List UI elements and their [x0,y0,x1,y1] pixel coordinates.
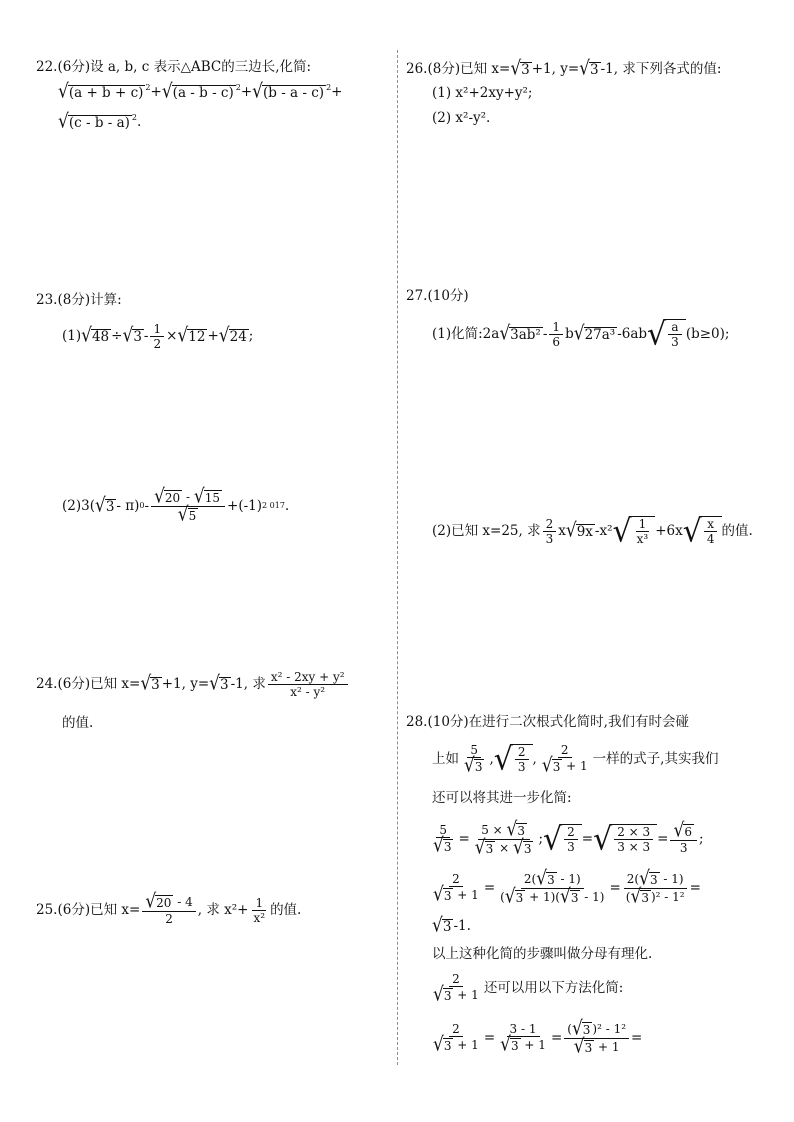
q23-p2-den: 5 [188,508,197,523]
column-divider [397,50,398,1065]
q28-e1-f1-den: 3 [443,840,452,854]
q26-radicand-x: 3 [521,61,530,78]
q23-p1-frac-den: 2 [153,336,162,351]
q28-l2-f1-den: 3 [474,760,483,774]
q27-head: 27.(10分) [406,288,469,304]
q27-p2-root1-den: x³ [636,532,649,546]
q28-l2b: 一样的式子,其实我们 [592,751,719,767]
q28-e2-eq1: = [483,880,496,896]
q28-e2-f3-num-b: - 1) [659,871,684,886]
q28-e1-end: ; [698,831,704,847]
q22-end: . [137,114,142,130]
q28-e2-f1-den-t: + 1 [453,888,479,902]
q28-e2-f2-den-a: ( [500,889,505,904]
q27-p2-root1-num: 1 [636,517,650,532]
q23-p1-times: × [166,328,178,344]
q23-p1-div: ÷ [111,328,123,344]
q28-e1-f1-num: 5 [436,823,450,838]
q28-e1-eq2: = [581,831,594,847]
q25-line: 25.(6分)已知 x= √ 20 - 4 2 , 求 x²+ $\frac{1}{\text{x²}}$ 的值. [36,890,302,926]
q27-p1-radicand-1: 3ab² [510,326,541,343]
q27-p2-plus: +6x [655,523,683,539]
q23-p1-end: ; [248,328,254,344]
q28-l7-f-den-t: + 1 [453,988,479,1002]
q23-p2-fraction: √ 20 - √ 15 √ 5 [151,489,225,524]
q28-e3-f1-den-t: + 1 [453,1038,479,1052]
q27-p2-radicand-1: 9x [576,523,593,540]
q24-mid2: -1, 求 [230,676,266,692]
q28-e2-f3-den-a: ( [625,889,631,904]
q22-exp-3: 2 [326,83,332,92]
q27-p2-label: (2)已知 x=25, 求 [432,523,541,539]
q28-l2-f3-den-t: + 1 [562,759,588,773]
q26-head: 26.(8分)已知 x= [406,61,511,77]
q23-p2-num-r2: 15 [204,490,221,505]
q28-e3-f2-den-r: 3 [510,1039,519,1053]
q28-l2-f3-num: 2 [558,743,572,758]
q28-e3-f3-num-b: )² - 1² [592,1021,627,1036]
q24-tail: 的值. [62,715,94,731]
q27-p1-minus2: -6ab [617,326,648,342]
q28-eq1: 5 √ 3 = 5 × √ 3 √ 3 × √ 3 ; √ $\frac{2}{3}$ = √ $\frac{2 \times 3}{3 \times 3}$ = √ 6 3 ; [433,817,704,859]
q25-tail: 的值. [270,902,302,918]
q28-e2-res-t: -1. [453,918,471,934]
q24-head: 24.(6分)已知 x= [36,676,141,692]
q28-line2: 上如 5 √ 3 , √ $\frac{2}{3}$ , 2 √ 3 + 1 一样的式子,其实我们 [432,741,719,778]
q26-line1: 26.(8分)已知 x= √ 3 +1, y= √ 3 -1, 求下列各式的值: [406,56,722,80]
q28-e2-eq2: = [609,880,621,896]
q28-e2-f1-den-r: 3 [443,889,452,903]
q25-head: 25.(6分)已知 x= [36,902,141,918]
q23-head: 23.(8分)计算: [36,292,122,308]
q28-e1-eq1: = [458,831,470,847]
q28-l2a: 上如 [432,751,459,767]
q28-e1-f2-num-r: 3 [517,823,526,838]
q28-l2-sep1: , [489,751,494,767]
q23-p1-plus: + [207,328,219,344]
q28-e1-semi: ; [538,831,544,847]
q28-e1-eq3: = [657,831,669,847]
q27-p1-frac-den: 6 [552,334,561,349]
q23-part2: (2)3( √ 3 - π) 0 - √ 20 - √ 15 √ 5 +(-1) 2 017 . [62,484,290,526]
q22-radicand-3: (b - a - c) [263,85,325,101]
q28-l7-f-den-r: 3 [443,989,452,1003]
q28-e1-f5-den: 3 [679,841,688,855]
q27-p1-minus: - [542,326,548,342]
q26-radicand-y: 3 [590,61,599,78]
q28-line3: 还可以将其进一步化简: [432,790,572,806]
q24-frac-den: x² - y² [290,684,326,699]
q28-e2-f2-den-b: + 1)( [525,889,560,904]
q27-part1: (1)化简:2a √ 3ab² - $\frac{1}{6}$ b √ 27a³ -6ab √ $\frac{a}{3}$ (b≥0); [432,316,730,353]
q25-num-radicand: 20 [156,896,172,910]
q27-part2: (2)已知 x=25, 求 $\frac{2}{3}$ x √ 9x -x² √ $\frac{1}{\text{x³}}$ +6x √ $\frac{x}{4}$ 的值. [432,513,753,550]
q28-e2-res-r: 3 [442,919,452,935]
q24-radicand-x: 3 [151,676,160,693]
q23-p1-radicand-1: 48 [91,328,110,345]
q28-l2-sep2: , [532,751,537,767]
q27-p2-root2-den: 4 [706,532,715,546]
q26-part1: (1) x²+2xy+y²; [432,85,533,101]
q28-e2-f3-num-a: 2( [626,871,640,886]
q24-radicand-y: 3 [220,676,229,693]
q23-p1-radicand-2: 3 [133,328,142,345]
q23-p2-minus: - [144,498,150,514]
q23-p1-minus: - [143,328,149,344]
q28-l7-text: 还可以用以下方法化简: [483,980,624,996]
q28-e2-f1-num: 2 [449,872,463,887]
q23-p2-tail: +(-1) [227,498,263,514]
q28-e2-f2-num-a: 2( [523,871,537,886]
q23-p2-radicand: 3 [105,498,115,515]
q28-e1-f5-num: 6 [684,825,692,839]
q22-radicand-1: (a + b + c) [68,85,144,101]
q28-l2-f1-num: 5 [467,743,481,758]
q27-p1-b: b [565,326,574,342]
q28-e2-f2-den-r1: 3 [515,890,524,905]
q22-radicand-2: (a - b - c) [172,85,234,101]
q27-p2-x: x [558,523,566,539]
q28-e3-f3-num-r: 3 [582,1022,591,1037]
q28-e3-f2-den-t: + 1 [520,1038,546,1052]
q22-exp-1: 2 [145,83,151,92]
q28-head: 28.(10分)在进行二次根式化简时,我们有时会碰 [406,714,689,730]
q27-p2-minus: -x² [594,523,613,539]
q27-p2-frac-num: 2 [543,517,557,532]
q27-p2-frac-den: 3 [545,531,554,546]
q28-eq2: 2 √ 3 + 1 = 2( √ 3 - 1) ( √ 3 + 1)( √ 3 - 1) = 2( √ 3 - 1) ( √ 3 )² - 1² = [433,866,701,908]
q24-mid1: +1, y= [161,676,210,692]
q27-p1-frac-num: 1 [549,320,563,335]
q27-p1-label: (1)化简:2a [432,326,500,342]
q22-plus-1: + [150,84,162,100]
q25-mid: , 求 x²+ [197,902,249,918]
q28-l7-f-num: 2 [449,972,463,987]
q28-e2-f2-den-c: - 1) [580,889,605,904]
q22-plus-2: + [240,84,253,100]
q28-line7: 2 √ 3 + 1 还可以用以下方法化简: [433,972,624,1007]
q28-e2-result: √ 3 -1. [432,914,471,938]
q28-e3-f3-den-t: + 1 [594,1039,620,1054]
q23-p2-end: . [284,498,290,514]
q27-p2-tail: 的值. [721,523,753,539]
q28-e1-f3-num: 2 [564,825,578,840]
q28-e3-f2-num: 3 - 1 [507,1022,540,1037]
q23-p2-mid: - π) [116,498,140,514]
q23-p2-label: (2)3( [62,498,95,514]
q28-e2-f3-den-b: )² - 1² [650,889,685,904]
q22-head: 22.(6分)设 a, b, c 表示△ABC的三边长,化简: [36,59,312,75]
q28-e1-f2-num-a: 5 × [481,822,507,837]
q28-e2-f3-num-r: 3 [649,872,658,887]
q28-e3-f1-num: 2 [449,1022,463,1037]
q28-e3-eq2: = [550,1030,563,1046]
q28-l2-f2-den: 3 [517,760,526,774]
q28-e1-f2-den-r2: 3 [523,841,532,856]
q27-p1-cond: (b≥0); [685,326,730,342]
q27-p2-root2-num: x [704,517,717,532]
q28-eq3: 2 √ 3 + 1 = 3 - 1 √ 3 + 1 = ( √ 3 )² - 1² √ 3 + 1 = [433,1016,643,1058]
q28-e1-f4-num: 2 × 3 [614,825,653,840]
q23-p2-num-minus: - [182,489,194,504]
q28-e1-f2-den-r1: 3 [485,841,494,856]
q27-p1-root-den: 3 [671,335,679,349]
q28-e1-f3-den: 3 [567,840,575,854]
q26-mid2: -1, 求下列各式的值: [600,61,722,77]
q28-e3-f3-den-r: 3 [584,1040,593,1055]
q28-e2-f2-num-b: - 1) [556,871,581,886]
q23-p1-radicand-4: 24 [229,328,247,345]
q22-radicand-4: (c - b - a) [68,115,130,131]
q28-e3-f3-num-a: ( [567,1021,572,1036]
q28-e1-f2-den-x: × [495,840,513,855]
q28-e1-f4-den: 3 × 3 [617,840,651,854]
q27-p1-root-num: a [668,320,681,335]
q22-expression-line1: √ (a + b + c) $^2$+ √ (a - b - c) $^2$+ √ (b - a - c) $^2$+ [58,80,343,104]
q28-e3-f1-den-r: 3 [443,1039,452,1053]
q28-e2-eq3: = [689,880,701,896]
q25-num-tail: - 4 [173,895,193,909]
q28-e3-eq1: = [483,1030,496,1046]
q28-e2-f2-den-r2: 3 [570,890,579,905]
q22-plus-3: + [331,84,343,100]
q25-frac-den: x² [253,910,266,925]
q24-frac-num: x² - 2xy + y² [268,670,348,685]
q23-part1: (1) √ 48 ÷ √ 3 - $\frac{1}{2}$ × √ 12 + √ 24 ; [62,321,254,351]
q28-e2-f2-num-r: 3 [547,872,555,887]
q24-line1: 24.(6分)已知 x= √ 3 +1, y= √ 3 -1, 求 $\frac{\text{x² - 2xy + y²}}{\text{x² - y²}}$ [36,664,350,704]
q25-den: 2 [165,912,173,926]
q27-p1-radicand-2: 27a³ [584,326,616,343]
q23-p1-label: (1) [62,328,82,344]
q25-frac-num: 1 [252,896,266,911]
q28-e2-f3-den-r: 3 [641,890,649,905]
q28-e3-eq3: = [631,1030,643,1046]
q23-p1-radicand-3: 12 [188,328,206,345]
q28-l2-f2-num: 2 [515,745,529,760]
q23-p2-num-r1: 20 [164,490,181,505]
q28-line6: 以上这种化简的步骤叫做分母有理化. [432,946,653,962]
q22-exp-4: 2 [131,113,138,122]
q22-expression-line2: √ (c - b - a) $^2$. [58,110,142,134]
q23-p1-frac-num: 1 [150,322,164,337]
q28-l2-f3-den-r: 3 [552,760,561,774]
q26-part2: (2) x²-y². [432,110,491,126]
q26-mid1: +1, y= [531,61,580,77]
q22-exp-2: 2 [235,83,241,92]
